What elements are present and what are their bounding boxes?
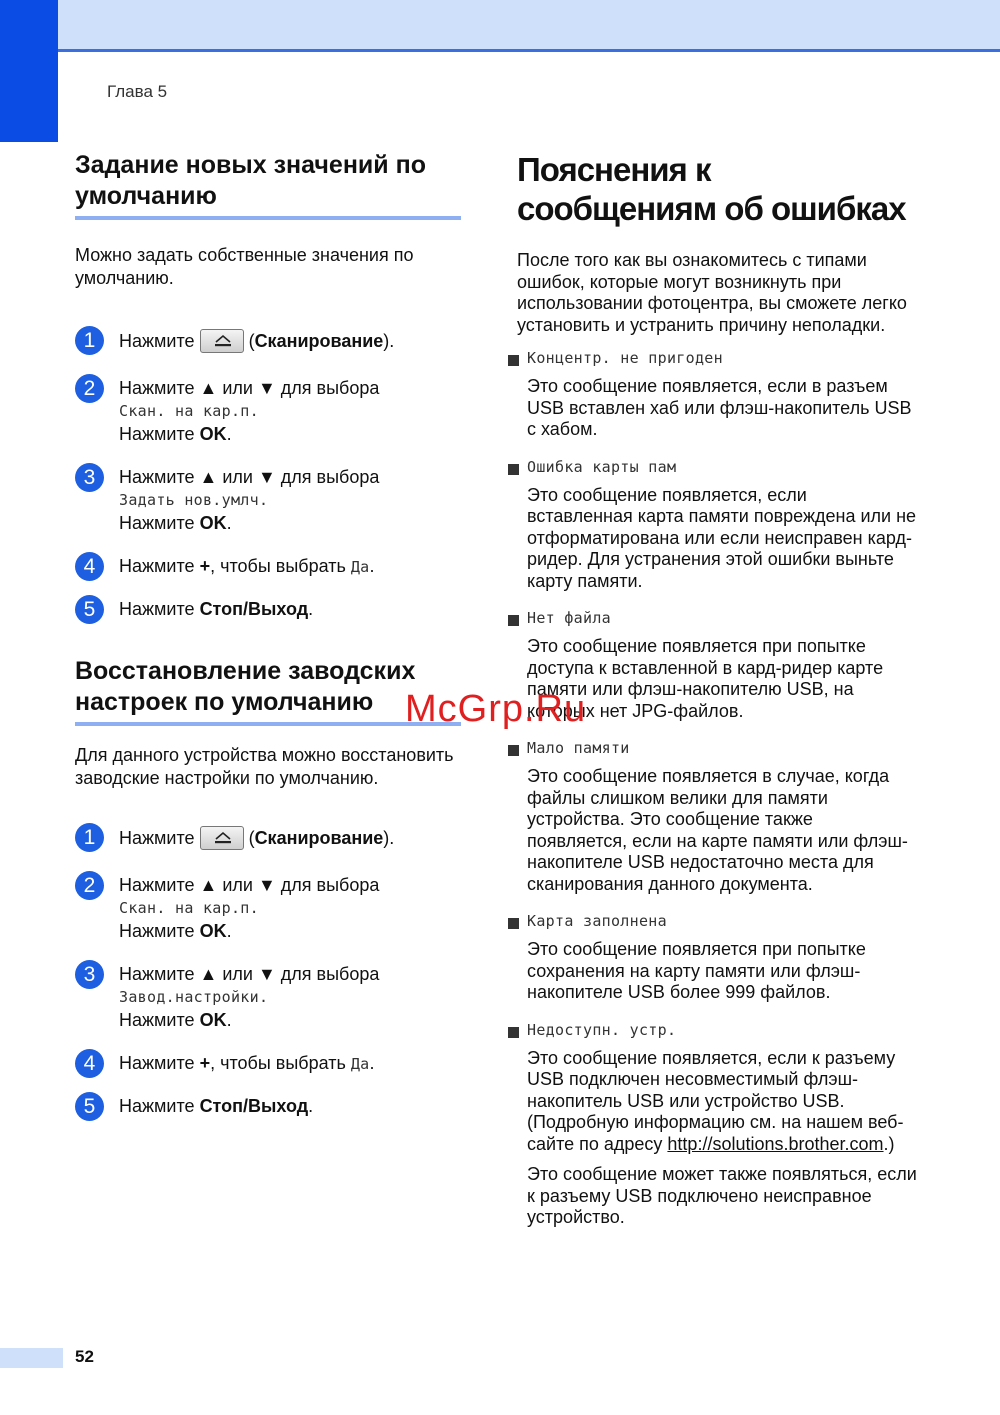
left-column bbox=[75, 150, 465, 1118]
chapter-label: Глава 5 bbox=[107, 82, 168, 101]
step-5: 5 Нажмите Стоп/Выход. bbox=[75, 1095, 465, 1118]
error-code: Мало памяти bbox=[527, 739, 630, 757]
step-2: 2 Нажмите ▲ или ▼ для выбора Скан. на кар.п. Нажмите OK. bbox=[75, 377, 465, 446]
error-code: Концентр. не пригоден bbox=[527, 349, 723, 367]
errors-intro: После того как вы ознакомитесь с типами ошибок, которые могут возникнуть при использовании фотоцентра, вы сможете легко установить и устранить причину неполадки. bbox=[517, 250, 907, 335]
section-intro: Для данного устройства можно восстановить заводские настройки по умолчанию. bbox=[75, 745, 454, 788]
step-5: 5 Нажмите Стоп/Выход. bbox=[75, 598, 465, 621]
error-description: Это сообщение появляется при попытке сохранения на карту памяти или флэш-накопителе USB более 999 файлов. bbox=[527, 939, 866, 1002]
error-message-list bbox=[500, 349, 917, 1229]
bullet-square-icon bbox=[508, 745, 519, 756]
step-number: 1 bbox=[75, 326, 104, 355]
bullet-square-icon bbox=[508, 355, 519, 366]
errors-title: Пояснения к сообщениям об ошибках bbox=[517, 151, 906, 227]
lcd-option: Скан. на кар.п. bbox=[119, 402, 259, 420]
step-number: 5 bbox=[75, 1092, 104, 1121]
step-number: 2 bbox=[75, 871, 104, 900]
lcd-option: Задать нов.умлч. bbox=[119, 491, 269, 509]
error-item bbox=[500, 912, 917, 1004]
step-number: 3 bbox=[75, 960, 104, 989]
step-number: 1 bbox=[75, 823, 104, 852]
step-2: 2 Нажмите ▲ или ▼ для выбора Скан. на кар.п. Нажмите OK. bbox=[75, 874, 465, 943]
scan-icon bbox=[213, 831, 233, 845]
scan-icon bbox=[213, 334, 233, 348]
error-item bbox=[500, 739, 917, 895]
lcd-option: Завод.настройки. bbox=[119, 988, 269, 1006]
error-description: Это сообщение появляется, если к разъему USB подключен несовместимый флэш-накопитель USB или устройство USB. (Подробную информацию см. на нашем веб-сайте по адресу http://solutions.brother.com.) bbox=[527, 1047, 904, 1154]
section-title-factory-reset: Восстановление заводских настроек по умолчанию bbox=[75, 656, 461, 726]
chapter-tab bbox=[0, 0, 58, 142]
step-4: 4 Нажмите +, чтобы выбрать Да. bbox=[75, 555, 465, 579]
support-link[interactable]: http://solutions.brother.com bbox=[667, 1133, 884, 1154]
error-item bbox=[500, 349, 917, 441]
error-description: Это сообщение появляется, если в разъем USB вставлен хаб или флэш-накопитель USB с хабом. bbox=[527, 376, 912, 439]
step-3: 3 Нажмите ▲ или ▼ для выбора Завод.настройки. Нажмите OK. bbox=[75, 963, 465, 1032]
error-code: Ошибка карты пам bbox=[527, 457, 677, 476]
header-band bbox=[0, 0, 1000, 52]
step-number: 2 bbox=[75, 374, 104, 403]
scan-button[interactable] bbox=[200, 826, 244, 850]
step-number: 3 bbox=[75, 463, 104, 492]
step-number: 4 bbox=[75, 1049, 104, 1078]
lcd-option: Скан. на кар.п. bbox=[119, 899, 259, 917]
section-title-new-defaults: Задание новых значений по умолчанию bbox=[75, 150, 461, 220]
watermark: McGrp.Ru bbox=[405, 688, 587, 730]
error-description: Это сообщение появляется при попытке доступа к вставленной в кард-ридер карте памяти или флэш-накопителю USB, на которых нет JPG-файлов. bbox=[527, 636, 884, 721]
error-code: Недоступн. устр. bbox=[527, 1020, 677, 1039]
error-code: Карта заполнена bbox=[527, 912, 667, 930]
step-1: 1 Нажмите (Сканирование). bbox=[75, 329, 465, 353]
footer-band bbox=[0, 1348, 63, 1368]
step-1: 1 Нажмите (Сканирование). bbox=[75, 826, 465, 850]
error-item bbox=[500, 458, 917, 593]
step-number: 5 bbox=[75, 595, 104, 624]
error-description: Это сообщение появляется, если вставленная карта памяти повреждена или не отформатирована или если неисправен кард-ридер. Для устранения этой ошибки выньте карту памяти. bbox=[527, 484, 917, 591]
error-description-extra: Это сообщение может также появляться, если к разъему USB подключено неисправное устройство. bbox=[527, 1164, 917, 1227]
error-item bbox=[500, 1021, 917, 1229]
error-code: Нет файла bbox=[527, 609, 611, 627]
bullet-square-icon bbox=[508, 464, 519, 475]
bullet-square-icon bbox=[508, 918, 519, 929]
error-description: Это сообщение появляется в случае, когда файлы слишком велики для памяти устройства. Это сообщение также появляется, если на карте памяти или флэш-накопителе USB недостаточно места для сканирования данного документа. bbox=[527, 766, 908, 894]
scan-button[interactable] bbox=[200, 329, 244, 353]
bullet-square-icon bbox=[508, 615, 519, 626]
step-number: 4 bbox=[75, 552, 104, 581]
step-4: 4 Нажмите +, чтобы выбрать Да. bbox=[75, 1052, 465, 1076]
bullet-square-icon bbox=[508, 1027, 519, 1038]
page-number: 52 bbox=[75, 1347, 94, 1366]
step-3: 3 Нажмите ▲ или ▼ для выбора Задать нов.умлч. Нажмите OK. bbox=[75, 466, 465, 535]
section-intro: Можно задать собственные значения по умолчанию. bbox=[75, 245, 414, 288]
